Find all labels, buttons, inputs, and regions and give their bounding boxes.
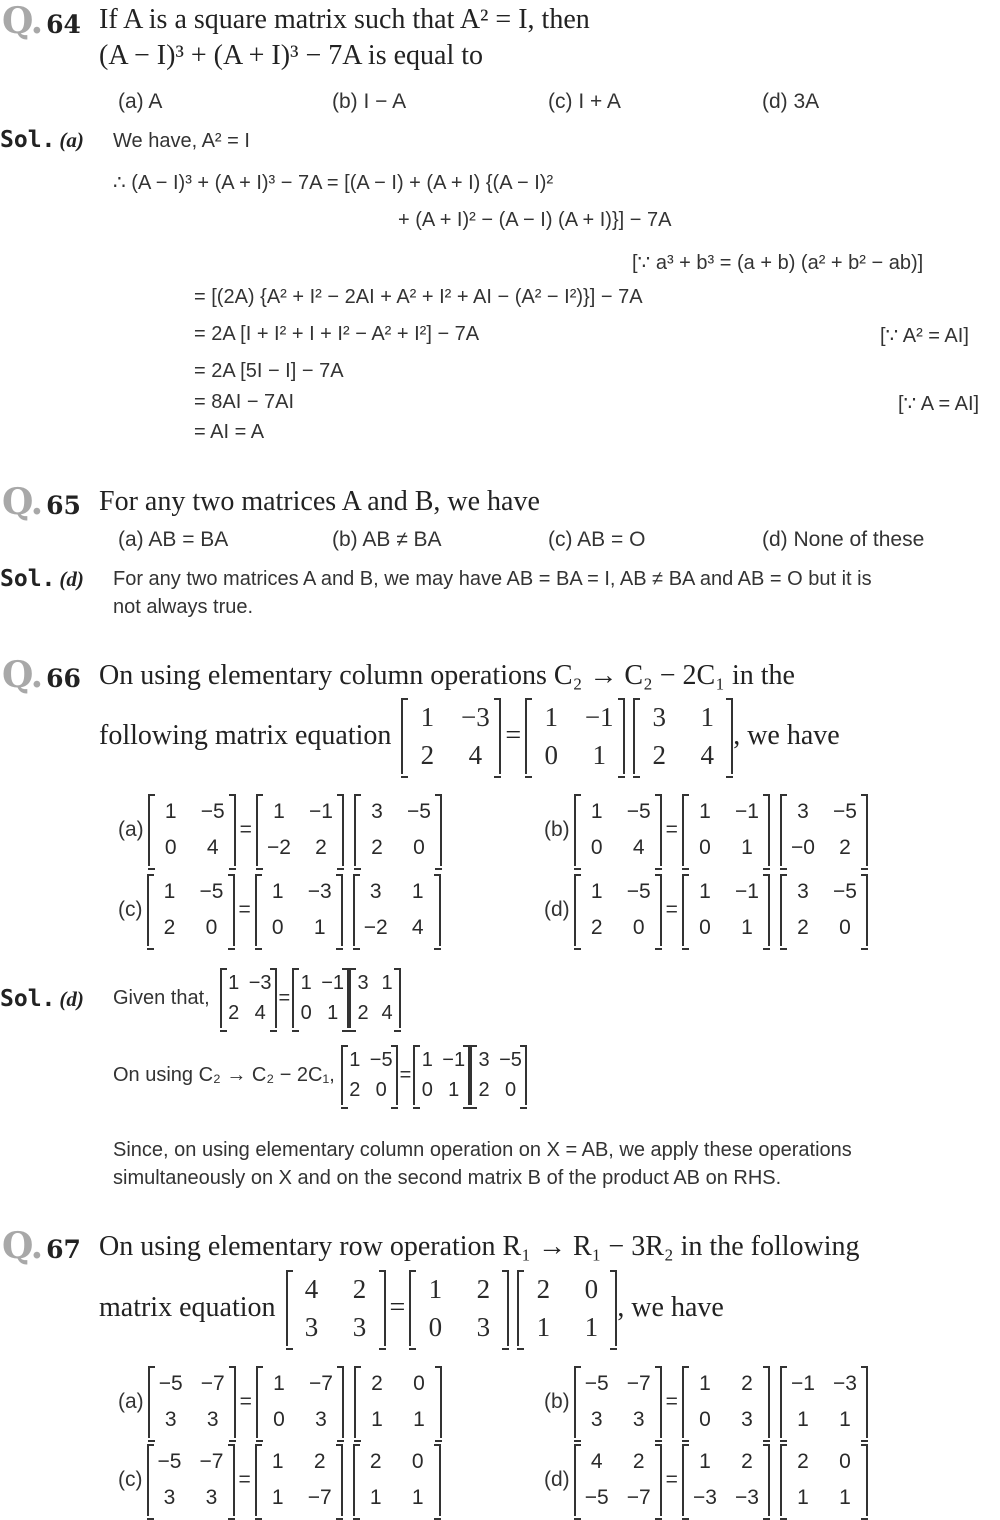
matrix xyxy=(574,1366,662,1438)
matrix-cell: 2 xyxy=(476,1273,491,1304)
matrix-cell: 1 xyxy=(592,739,606,770)
matrix-cell: 0 xyxy=(205,916,218,939)
matrix-cell: 1 xyxy=(371,1408,383,1431)
question-number: 64 xyxy=(46,10,81,39)
matrix-cell: 4 xyxy=(304,1273,319,1304)
matrix-cell: 1 xyxy=(741,916,753,939)
matrix-cell: 0 xyxy=(413,836,425,859)
sol-label: Sol. xyxy=(0,566,56,592)
matrix-cell: 2 xyxy=(228,1001,240,1024)
matrix-cell: 1 xyxy=(273,1372,285,1395)
matrix-cell: 2 xyxy=(371,836,383,859)
q67-heading xyxy=(2,1225,81,1267)
given-text: Given that, xyxy=(113,986,210,1009)
option-label: (c) xyxy=(118,898,143,921)
matrix-cell: 1 xyxy=(164,800,177,823)
matrix-cell: 0 xyxy=(699,1408,711,1431)
matrix-cell: 1 xyxy=(271,1486,284,1509)
matrix-cell: 2 xyxy=(590,916,603,939)
matrix-cell: 0 xyxy=(584,1273,599,1304)
matrix-rhs-b xyxy=(517,1270,617,1346)
matrix-cell: 1 xyxy=(273,800,285,823)
q64-option-d: (d) 3A xyxy=(762,90,820,113)
matrix-cell: −3 xyxy=(692,1486,717,1509)
matrix xyxy=(292,968,349,1028)
option-label: (c) xyxy=(118,1468,143,1491)
matrix-cell: 1 xyxy=(839,1408,851,1431)
matrix-cell: −5 xyxy=(158,1372,183,1395)
matrix-cell: 1 xyxy=(590,880,603,903)
q65-option-c: (c) AB = O xyxy=(548,528,646,551)
matrix xyxy=(354,1366,442,1438)
option-label: (d) xyxy=(544,1468,570,1491)
matrix xyxy=(682,874,770,946)
matrix-cell: 1 xyxy=(797,1486,809,1509)
matrix-cell: 3 xyxy=(797,800,809,823)
matrix xyxy=(682,1366,770,1438)
matrix-cell: 1 xyxy=(327,1001,339,1024)
matrix-cell: 0 xyxy=(375,1078,387,1101)
matrix-cell: 0 xyxy=(590,836,603,859)
matrix-cell: 3 xyxy=(478,1048,490,1071)
matrix-cell: −5 xyxy=(499,1048,522,1071)
matrix xyxy=(147,1444,235,1516)
matrix-cell: 2 xyxy=(313,1450,326,1473)
matrix-cell: −3 xyxy=(248,971,272,994)
question-mark-label: Q. xyxy=(2,654,43,696)
matrix xyxy=(780,1366,868,1438)
matrix-cell: 0 xyxy=(839,1450,851,1473)
question-mark-label: Q. xyxy=(2,481,43,523)
q66-text-line2-prefix: following matrix equation xyxy=(99,720,392,751)
matrix-cell: 3 xyxy=(163,1486,176,1509)
matrix-cell: 1 xyxy=(536,1311,551,1342)
matrix-cell: 1 xyxy=(420,701,435,732)
q65-text-line1: For any two matrices A and B, we have xyxy=(99,486,540,517)
matrix-cell: 0 xyxy=(413,1372,425,1395)
matrix-cell: 1 xyxy=(271,880,284,903)
matrix-cell: 4 xyxy=(700,739,714,770)
option-label: (a) xyxy=(118,1390,144,1413)
matrix-cell: 1 xyxy=(699,800,711,823)
q65-option-b: (b) AB ≠ BA xyxy=(332,528,442,551)
matrix-cell: 1 xyxy=(421,1048,433,1071)
matrix-cell: 1 xyxy=(300,971,312,994)
matrix-cell: 3 xyxy=(652,701,666,732)
matrix-cell: 1 xyxy=(584,1311,599,1342)
q64-text-line2: (A − I)³ + (A + I)³ − 7A is equal to xyxy=(99,40,484,71)
matrix-cell: 2 xyxy=(478,1078,490,1101)
matrix xyxy=(470,1045,527,1105)
matrix-cell: 4 xyxy=(206,836,219,859)
matrix xyxy=(413,1045,470,1105)
matrix-cell: 0 xyxy=(411,1450,424,1473)
matrix-cell: 3 xyxy=(205,1486,218,1509)
q66-matrix-equation: following matrix equation 1 −3 2 4 = 1 −1 0 1 3 1 2 4 , we have xyxy=(99,698,840,774)
matrix-cell: 3 xyxy=(352,1311,367,1342)
sol-answer: (a) xyxy=(59,128,84,152)
matrix xyxy=(780,1444,868,1516)
q67-option-a: (a) −5 −7 3 3 = 1 −7 0 3 2 0 1 1 xyxy=(118,1366,442,1438)
q67-option-b: (b) −5 −7 3 3 = 1 2 0 3 −1 −3 1 1 xyxy=(544,1366,868,1438)
matrix-cell: 1 xyxy=(428,1273,443,1304)
matrix-cell: 4 xyxy=(632,836,645,859)
q66-option-c: (c) 1 −5 2 0 = 1 −3 0 1 3 1 −2 4 xyxy=(118,874,441,946)
matrix-cell: −5 xyxy=(157,1450,182,1473)
q64-step-5: = 2A [I + I² + I + I² − A² + I²] − 7A xyxy=(194,323,480,345)
matrix-cell: 3 xyxy=(164,1408,177,1431)
sol-answer: (d) xyxy=(59,567,84,591)
matrix-cell: 2 xyxy=(163,916,176,939)
matrix-cell: 0 xyxy=(421,1078,433,1101)
matrix-cell: 3 xyxy=(369,880,382,903)
sol-answer: (d) xyxy=(59,987,84,1011)
matrix xyxy=(255,874,343,946)
matrix-cell: 3 xyxy=(304,1311,319,1342)
option-label: (a) xyxy=(118,818,144,841)
matrix-cell: −1 xyxy=(790,1372,815,1395)
matrix-cell: 1 xyxy=(313,916,326,939)
matrix-cell: 2 xyxy=(315,836,327,859)
matrix-rhs-b xyxy=(633,698,733,774)
q64-option-b: (b) I − A xyxy=(332,90,407,113)
matrix-cell: 2 xyxy=(632,1450,645,1473)
q64-step-9: [∵ A = AI] xyxy=(898,393,980,415)
matrix-cell: 2 xyxy=(349,1078,361,1101)
matrix xyxy=(574,1444,662,1516)
matrix-lhs xyxy=(401,698,501,774)
matrix-cell: 1 xyxy=(839,1486,851,1509)
matrix-cell: −7 xyxy=(626,1486,651,1509)
matrix xyxy=(256,794,344,866)
using-text: On using C₂ → C₂ − 2C₁, xyxy=(113,1063,335,1086)
q65-solution-line2: not always true. xyxy=(113,596,254,618)
matrix-cell: 3 xyxy=(357,971,369,994)
q66-text-line2-suffix: , we have xyxy=(733,720,840,751)
matrix xyxy=(682,1444,770,1516)
matrix-cell: 1 xyxy=(700,701,714,732)
matrix-cell: 0 xyxy=(273,1408,285,1431)
matrix xyxy=(148,794,236,866)
q64-option-a: (a) A xyxy=(118,90,163,113)
question-number: 66 xyxy=(46,664,81,693)
matrix-cell: 2 xyxy=(797,1450,809,1473)
q64-step-0: We have, A² = I xyxy=(113,130,250,152)
question-number: 67 xyxy=(46,1235,81,1264)
matrix-cell: 3 xyxy=(315,1408,327,1431)
q66-option-d: (d) 1 −5 2 0 = 1 −1 0 1 3 −5 2 0 xyxy=(544,874,868,946)
matrix xyxy=(574,874,662,946)
matrix-cell: 4 xyxy=(590,1450,603,1473)
matrix-cell: −1 xyxy=(734,800,759,823)
q64-step-1: ∴ (A − I)³ + (A + I)³ − 7A = [(A − I) + (A + I) {(A − I)² xyxy=(113,172,554,194)
q67-text-line2-suffix: , we have xyxy=(617,1292,724,1323)
matrix-cell: 3 xyxy=(632,1408,645,1431)
matrix-cell: −5 xyxy=(832,880,857,903)
matrix-cell: 3 xyxy=(741,1408,753,1431)
matrix-cell: 0 xyxy=(699,916,711,939)
option-label: (d) xyxy=(544,898,570,921)
matrix xyxy=(780,794,868,866)
question-mark-label: Q. xyxy=(2,0,43,42)
matrix-cell: 1 xyxy=(349,1048,361,1071)
matrix-cell: 3 xyxy=(797,880,809,903)
matrix-cell: −7 xyxy=(626,1372,651,1395)
matrix-cell: 2 xyxy=(420,739,435,770)
q64-step-7: = 2A [5I − I] − 7A xyxy=(194,360,344,382)
matrix-cell: 2 xyxy=(652,739,666,770)
matrix-cell: 3 xyxy=(590,1408,603,1431)
q65-solution-label xyxy=(0,566,84,592)
sol-label: Sol. xyxy=(0,986,56,1012)
matrix-cell: −7 xyxy=(308,1372,333,1395)
matrix-cell: 2 xyxy=(371,1372,383,1395)
matrix xyxy=(353,1444,441,1516)
matrix-cell: 4 xyxy=(411,916,424,939)
matrix-cell: −1 xyxy=(308,800,333,823)
matrix-cell: 3 xyxy=(206,1408,219,1431)
matrix-cell: 0 xyxy=(839,916,851,939)
matrix-cell: 0 xyxy=(544,739,558,770)
q67-option-d: (d) 4 2 −5 −7 = 1 2 −3 −3 2 0 1 1 xyxy=(544,1444,868,1516)
matrix-cell: 0 xyxy=(300,1001,312,1024)
matrix-cell: −1 xyxy=(321,971,345,994)
q67-text-line1: On using elementary row operation R₁ → R₁ − 3R₂ in the following xyxy=(99,1231,860,1262)
q66-heading xyxy=(2,654,81,696)
matrix-cell: 2 xyxy=(352,1273,367,1304)
matrix-cell: 1 xyxy=(369,1486,382,1509)
matrix-cell: 0 xyxy=(632,916,645,939)
matrix-cell: 1 xyxy=(699,1372,711,1395)
q64-step-6: [∵ A² = AI] xyxy=(880,325,969,347)
matrix-cell: 2 xyxy=(741,1450,753,1473)
matrix-cell: 0 xyxy=(164,836,177,859)
matrix-cell: −2 xyxy=(363,916,388,939)
matrix-cell: 4 xyxy=(254,1001,266,1024)
sol-label: Sol. xyxy=(0,127,56,153)
q64-step-8: = 8AI − 7AI xyxy=(194,391,295,413)
matrix-cell: 1 xyxy=(699,1450,711,1473)
matrix-cell: 1 xyxy=(699,880,711,903)
matrix-cell: −7 xyxy=(307,1486,332,1509)
matrix-cell: −3 xyxy=(307,880,332,903)
q66-solution-since-line2: simultaneously on X and on the second matrix B of the product AB on RHS. xyxy=(113,1167,782,1189)
matrix xyxy=(148,1366,236,1438)
matrix-cell: 2 xyxy=(536,1273,551,1304)
q64-solution-label xyxy=(0,127,84,153)
q66-solution-since-line1: Since, on using elementary column operation on X = AB, we apply these operations xyxy=(113,1139,852,1161)
q65-heading xyxy=(2,481,81,523)
matrix-cell: −5 xyxy=(200,800,225,823)
matrix-cell: 2 xyxy=(369,1450,382,1473)
matrix xyxy=(256,1366,344,1438)
matrix-rhs-a xyxy=(525,698,625,774)
matrix-cell: −7 xyxy=(199,1450,224,1473)
matrix xyxy=(255,1444,343,1516)
matrix xyxy=(574,794,662,866)
matrix-cell: −5 xyxy=(626,800,651,823)
matrix-cell: −0 xyxy=(790,836,815,859)
matrix xyxy=(354,794,442,866)
matrix-cell: 1 xyxy=(381,971,393,994)
matrix-cell: −1 xyxy=(442,1048,466,1071)
option-label: (b) xyxy=(544,1390,570,1413)
matrix-cell: −5 xyxy=(369,1048,393,1071)
q64-step-2: + (A + I)² − (A − I) (A + I)}] − 7A xyxy=(398,209,672,231)
matrix-cell: 2 xyxy=(357,1001,369,1024)
matrix-cell: −7 xyxy=(200,1372,225,1395)
q66-solution-label xyxy=(0,986,84,1012)
question-number: 65 xyxy=(46,491,81,520)
q66-solution-using: On using C₂ → C₂ − 2C₁, 1 −5 2 0 = 1 −1 0 1 3 −5 2 0 xyxy=(113,1045,527,1105)
question-mark-label: Q. xyxy=(2,1225,43,1267)
matrix xyxy=(780,874,868,946)
matrix-cell: 1 xyxy=(544,701,558,732)
q67-matrix-equation: matrix equation 4 2 3 3 = 1 2 0 3 2 0 1 1 , we have xyxy=(99,1270,724,1346)
matrix-cell: 1 xyxy=(741,836,753,859)
matrix xyxy=(341,1045,398,1105)
matrix-cell: 1 xyxy=(411,880,424,903)
q64-text-line1: If A is a square matrix such that A² = I, then xyxy=(99,4,590,35)
q65-solution-line1: For any two matrices A and B, we may have AB = BA = I, AB ≠ BA and AB = O but it is xyxy=(113,568,872,590)
matrix-cell: −5 xyxy=(584,1486,609,1509)
matrix-cell: 0 xyxy=(271,916,284,939)
q64-step-10: = AI = A xyxy=(194,421,265,443)
q67-option-c: (c) −5 −7 3 3 = 1 2 1 −7 2 0 1 1 xyxy=(118,1444,441,1516)
q64-option-c: (c) I + A xyxy=(548,90,621,113)
q64-step-3: [∵ a³ + b³ = (a + b) (a² + b² − ab)] xyxy=(632,252,924,274)
q66-solution-given: Given that, 1 −3 2 4 = 1 −1 0 1 3 1 2 4 xyxy=(113,968,401,1028)
q65-option-a: (a) AB = BA xyxy=(118,528,229,551)
matrix-cell: −5 xyxy=(832,800,857,823)
matrix xyxy=(682,794,770,866)
matrix-cell: 1 xyxy=(590,800,603,823)
q64-step-4: = [(2A) {A² + I² − 2AI + A² + I² + AI − (A² − I²)}] − 7A xyxy=(194,286,643,308)
matrix-cell: 2 xyxy=(741,1372,753,1395)
matrix-cell: 1 xyxy=(163,880,176,903)
matrix-cell: 1 xyxy=(413,1408,425,1431)
matrix-cell: 4 xyxy=(468,739,483,770)
matrix-rhs-a xyxy=(409,1270,509,1346)
matrix-cell: −3 xyxy=(832,1372,857,1395)
matrix-cell: 2 xyxy=(839,836,851,859)
matrix-cell: −5 xyxy=(406,800,431,823)
matrix-cell: −5 xyxy=(626,880,651,903)
matrix-cell: −3 xyxy=(461,701,490,732)
matrix-cell: 0 xyxy=(428,1311,443,1342)
matrix-cell: 3 xyxy=(476,1311,491,1342)
matrix-cell: 1 xyxy=(271,1450,284,1473)
q64-heading xyxy=(2,0,81,42)
option-label: (b) xyxy=(544,818,570,841)
matrix-cell: −5 xyxy=(199,880,224,903)
matrix-cell: 0 xyxy=(699,836,711,859)
matrix-cell: −1 xyxy=(584,701,614,732)
matrix xyxy=(220,968,277,1028)
matrix xyxy=(349,968,401,1028)
matrix-cell: 3 xyxy=(371,800,383,823)
matrix-cell: 1 xyxy=(797,1408,809,1431)
matrix-cell: 4 xyxy=(381,1001,393,1024)
q67-text-line2-prefix: matrix equation xyxy=(99,1292,276,1323)
matrix-cell: 2 xyxy=(797,916,809,939)
matrix-lhs xyxy=(286,1270,386,1346)
matrix xyxy=(147,874,235,946)
matrix-cell: 0 xyxy=(504,1078,517,1101)
matrix-cell: −3 xyxy=(734,1486,759,1509)
matrix-cell: −5 xyxy=(584,1372,609,1395)
q66-option-b: (b) 1 −5 0 4 = 1 −1 0 1 3 −5 −0 2 xyxy=(544,794,868,866)
q66-option-a: (a) 1 −5 0 4 = 1 −1 −2 2 3 −5 2 0 xyxy=(118,794,442,866)
matrix-cell: 1 xyxy=(228,971,240,994)
matrix-cell: −1 xyxy=(734,880,759,903)
matrix-cell: −2 xyxy=(266,836,291,859)
q66-text-line1: On using elementary column operations C₂ → C₂ − 2C₁ in the xyxy=(99,660,795,691)
q65-option-d: (d) None of these xyxy=(762,528,925,551)
matrix-cell: 1 xyxy=(411,1486,424,1509)
matrix-cell: 1 xyxy=(448,1078,460,1101)
matrix xyxy=(353,874,441,946)
